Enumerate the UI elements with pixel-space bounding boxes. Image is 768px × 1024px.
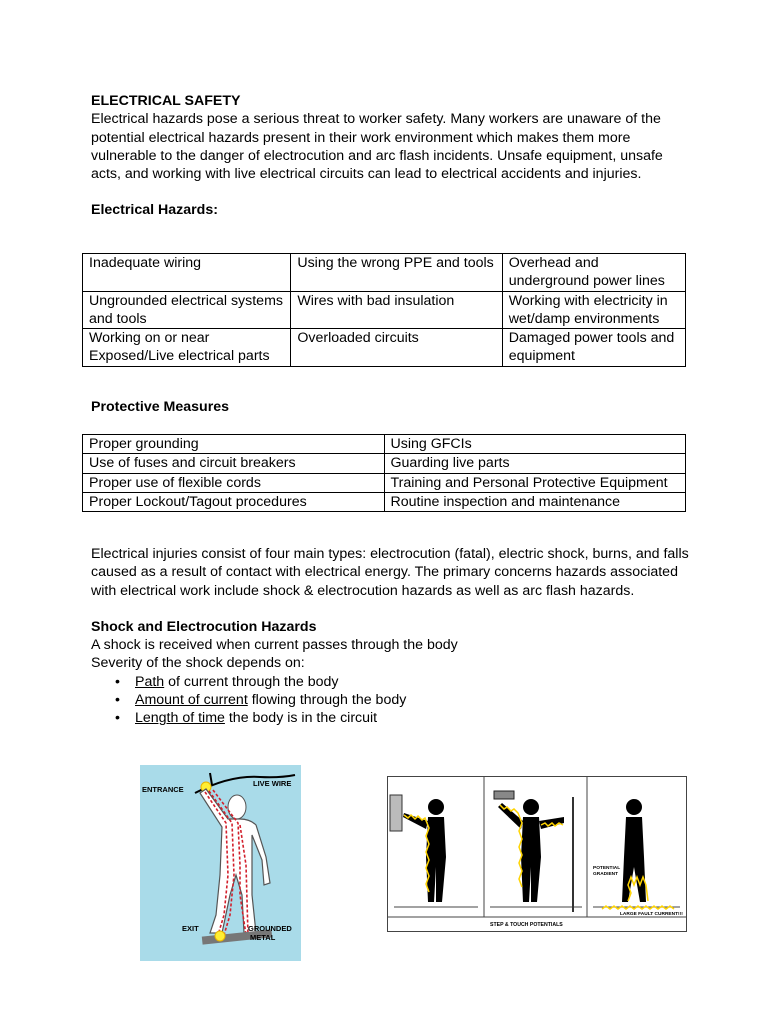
gradient-label: GRADIENT xyxy=(593,872,619,877)
table-cell: Proper grounding xyxy=(83,435,385,454)
entrance-label: ENTRANCE xyxy=(142,785,184,794)
hazards-heading: Electrical Hazards: xyxy=(91,202,218,219)
step-touch-potentials-illustration xyxy=(387,776,687,932)
table-cell: Damaged power tools and equipment xyxy=(502,329,685,367)
protective-heading: Protective Measures xyxy=(91,399,230,415)
table-cell: Proper use of flexible cords xyxy=(83,473,385,492)
table-row xyxy=(83,329,686,367)
three-panel-figure xyxy=(388,777,686,931)
metal-label: METAL xyxy=(250,933,276,942)
severity-line: Severity of the shock depends on: xyxy=(91,655,305,672)
live-wire-label: LIVE WIRE xyxy=(253,779,292,788)
list-item xyxy=(91,709,691,727)
protective-table xyxy=(82,434,686,512)
table-row xyxy=(83,492,686,511)
list-item-text: of current through the body xyxy=(164,673,339,690)
table-cell: Using GFCIs xyxy=(384,435,686,454)
shock-heading: Shock and Electrocution Hazards xyxy=(91,618,317,635)
grounded-label: GROUNDED xyxy=(248,924,292,933)
exit-label: EXIT xyxy=(182,924,199,933)
table-row xyxy=(83,473,686,492)
table-cell: Ungrounded electrical systems and tools xyxy=(83,291,291,329)
table-cell: Inadequate wiring xyxy=(83,254,291,292)
table-cell: Use of fuses and circuit breakers xyxy=(83,454,385,473)
table-cell: Guarding live parts xyxy=(384,454,686,473)
table-cell: Using the wrong PPE and tools xyxy=(291,254,502,292)
table-row xyxy=(83,291,686,329)
list-item xyxy=(91,691,691,709)
page-title: ELECTRICAL SAFETY xyxy=(91,93,241,109)
figure-caption: STEP & TOUCH POTENTIALS xyxy=(490,922,563,928)
severity-list xyxy=(91,673,691,728)
intro-paragraph: Electrical hazards pose a serious threat to worker safety. Many workers are unaware of the potential electrical hazards present in their work environment which makes them more vulnerable to the danger of electrocution and arc flash incidents. Unsafe equipment, unsafe acts, and working with live electrical circuits can lead to electrical accidents and injuries. xyxy=(91,111,663,183)
table-cell: Routine inspection and maintenance xyxy=(384,492,686,511)
table-row xyxy=(83,254,686,292)
table-row xyxy=(83,435,686,454)
shock-line: A shock is received when current passes through the body xyxy=(91,637,458,654)
table-cell: Overloaded circuits xyxy=(291,329,502,367)
list-item xyxy=(91,673,691,691)
hazards-table xyxy=(82,253,686,367)
table-cell: Wires with bad insulation xyxy=(291,291,502,329)
potential-label: POTENTIAL xyxy=(593,866,621,871)
list-item-text: flowing through the body xyxy=(247,692,407,709)
shock-section xyxy=(91,545,691,728)
table-cell: Overhead and underground power lines xyxy=(502,254,685,292)
table-row xyxy=(83,454,686,473)
table-cell: Working with electricity in wet/damp environments xyxy=(502,291,685,329)
table-cell: Proper Lockout/Tagout procedures xyxy=(83,492,385,511)
document-body xyxy=(91,92,691,220)
table-cell: Training and Personal Protective Equipment xyxy=(384,473,686,492)
current-path-illustration xyxy=(140,765,301,961)
list-item-text: the body is in the circuit xyxy=(224,710,378,727)
table-cell: Working on or near Exposed/Live electrical parts xyxy=(83,329,291,367)
body-figure xyxy=(140,765,301,961)
injuries-paragraph: Electrical injuries consist of four main types: electrocution (fatal), electric shock, burns, and falls caused as a result of contact with electrical energy. The primary concerns hazards associated with electrical work include shock & electrocution hazards as well as arc flash hazards. xyxy=(91,546,689,599)
underlined-term: Length of time xyxy=(135,710,225,727)
underlined-term: Path xyxy=(135,673,165,690)
underlined-term: Amount of current xyxy=(135,692,248,709)
fault-current-label: LARGE FAULT CURRENT!!! xyxy=(620,912,683,917)
